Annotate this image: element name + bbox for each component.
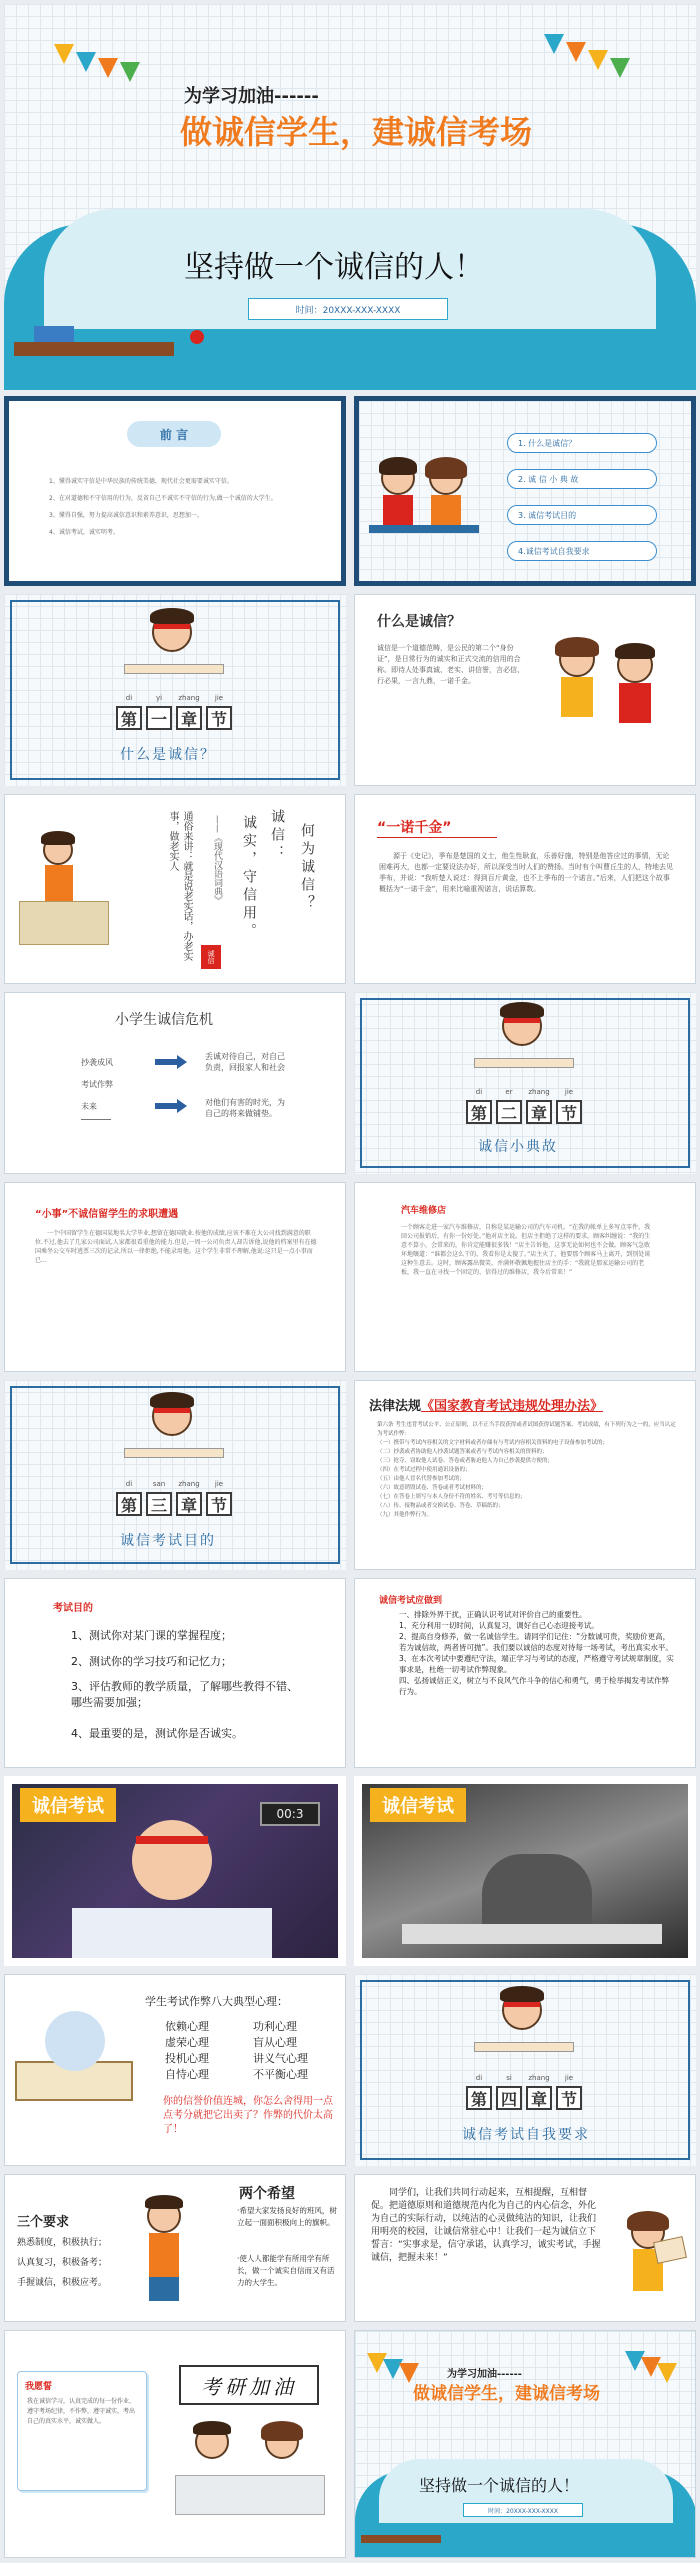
story-text: 一个中国留学生在德国某地名大学毕业,想留在德国就业.按他的成绩,应该不难在大公司找到满意的职位.不过,他去了几家公司面试,人家都很看重他的能力.但是,一周一公司负责人却告诉他,说他的档案里有在德国乘坐公交车时逃票三次的记录,所以一律拒绝,不能录用他。这个学生非常不理解,他说:这只是一点小事而已... — [35, 1230, 317, 1264]
bunting-flag — [544, 34, 564, 54]
student-figure — [132, 1820, 212, 1900]
slide-title: 小学生诚信危机 — [115, 1012, 213, 1028]
chapter-char: 节 — [556, 1100, 582, 1124]
pinyin-syllable: di — [125, 694, 133, 702]
cover-kicker: 为学习加油------ — [184, 86, 319, 107]
law-line: （九）其他作弊行为。 — [377, 1512, 433, 1518]
chapter-char: 第 — [466, 1100, 492, 1124]
cover-title: 做诚信学生，建诚信考场 — [180, 113, 533, 151]
pinyin-syllable: di — [475, 1088, 483, 1096]
should-slide — [354, 1578, 696, 1768]
preface-line: 1、懂得诚实守信是中华民族的传统美德，现代社会更需要诚实守信。 — [49, 478, 233, 485]
meaning-col: 通俗来讲：就是说老实话，办老实事，做老实人 — [167, 811, 192, 961]
bunting-flag — [610, 58, 630, 78]
chapter-subtitle: 什么是诚信？ — [120, 747, 216, 763]
law-line: 第六条 考生违背考试公平、公正原则，以不正当手段获得或者试图获得试题答案、考试成绩，有下列行为之一的，应当认定为考试作弊： — [377, 1422, 676, 1437]
mentality-item: 讲义气心理 — [253, 2052, 308, 2065]
story2-slide — [354, 1182, 696, 1372]
law-slide — [354, 1380, 696, 1570]
pinyin-syllable: zhang — [178, 1480, 200, 1488]
slide-title: “小事”不诚信留学生的求职遭遇 — [35, 1209, 179, 1220]
chapter-subtitle: 诚信考试目的 — [120, 1533, 216, 1549]
ending-time: 时间：20XXX-XXX-XXXX — [463, 2503, 583, 2517]
mentality-item: 投机心理 — [165, 2052, 209, 2065]
meaning-col: 诚实，守信用。 — [241, 815, 257, 941]
chapter-char: 章 — [176, 1492, 202, 1516]
paper-illustration — [72, 1908, 272, 1958]
should-list — [399, 1609, 675, 1697]
bunting-flag — [399, 2363, 419, 2383]
preface-line: 4、诚信考试，诚实明考。 — [49, 529, 119, 536]
stamp-seal: 诚信 — [201, 945, 221, 969]
pinyin-syllable: zhang — [178, 694, 200, 702]
ending-kicker: 为学习加油------ — [447, 2369, 522, 2380]
mentality-col2 — [253, 2019, 308, 2083]
cover-slogan: 坚持做一个诚信的人！ — [184, 250, 484, 285]
cover-slide — [4, 4, 696, 390]
mentality-item: 虚荣心理 — [165, 2036, 209, 2049]
bunting-flag — [76, 52, 96, 72]
law-lines — [377, 1421, 677, 1520]
ending-slide — [354, 2330, 696, 2558]
chapter4-slide — [354, 1974, 696, 2166]
pinyin-syllable: di — [125, 1480, 133, 1488]
open-book-illustration — [15, 2011, 133, 2121]
desk-illustration — [369, 525, 479, 533]
chapter-title — [466, 1100, 582, 1124]
chapter-char: 二 — [496, 1100, 522, 1124]
chapter-char: 节 — [206, 706, 232, 730]
chapter-title — [466, 2086, 582, 2110]
purpose-item: 4、最重要的是，测试你是否诚实。 — [71, 1727, 243, 1740]
slide-title: 什么是诚信？ — [377, 614, 461, 630]
chapter-char: 章 — [176, 706, 202, 730]
chapter-title — [116, 706, 232, 730]
pinyin-syllable: di — [475, 2074, 483, 2082]
pinyin-syllable: zhang — [528, 1088, 550, 1096]
arrow-right-icon — [177, 1055, 187, 1069]
slide-title — [369, 1395, 603, 1414]
chapter-char: 第 — [116, 1492, 142, 1516]
bunting-flag — [54, 44, 74, 64]
crisis-left: 未来 — [81, 1102, 97, 1111]
chapter-title — [116, 1492, 232, 1516]
should-item: 1、充分利用一切时间，认真复习，调好自己心态迎接考试。 — [399, 1621, 599, 1630]
mentality-item: 依赖心理 — [165, 2020, 209, 2033]
law-line: （八）传、接物品或者交换试卷、答卷、草稿纸的； — [377, 1503, 504, 1509]
chapter-char: 节 — [206, 1492, 232, 1516]
chapter-char: 四 — [496, 2086, 522, 2110]
requirement-item: 手握诚信，积极应考。 — [17, 2278, 108, 2288]
reading-boy-illustration — [474, 1006, 574, 1086]
arrow-right-icon — [155, 1059, 179, 1065]
arrow-right-icon — [155, 1103, 179, 1109]
pinyin-syllable: jie — [214, 1480, 224, 1488]
oath-title: 我愿誓 — [25, 2382, 53, 2392]
toc-item[interactable]: 1. 什么是诚信？ — [507, 433, 657, 453]
story1-slide — [4, 1182, 346, 1372]
mentality-item: 盲从心理 — [253, 2036, 297, 2049]
requirements-slide — [4, 2174, 346, 2322]
slide-title: 三个要求 — [17, 2215, 70, 2230]
ending-slogan: 坚持做一个诚信的人！ — [419, 2476, 580, 2495]
meaning-col: ——《现代汉语词典》 — [212, 815, 222, 905]
law-title: 法律法规 — [369, 1399, 422, 1414]
bunting-flag — [120, 62, 140, 82]
chapter-pinyin — [466, 1088, 582, 1096]
chapter-pinyin — [466, 2074, 582, 2082]
headband — [136, 1836, 208, 1844]
crisis-slide — [4, 992, 346, 1174]
reading-boy-illustration — [124, 1396, 224, 1476]
should-item: 3、在本次考试中要遵纪守法，端正学习与考试的态度，严格遵守考试规章制度，实事求是，杜绝一切考试作弊现象。 — [399, 1654, 674, 1674]
reading-boy-illustration — [124, 612, 224, 692]
girl-with-board-illustration — [611, 2215, 687, 2315]
apple-icon — [190, 330, 204, 344]
sign-board: 考研加油 — [179, 2365, 319, 2405]
law-line: （五）由他人冒名代替参加考试的； — [377, 1476, 466, 1482]
pinyin-syllable: yi — [155, 694, 163, 702]
banner-label: 诚信考试 — [20, 1788, 116, 1822]
dash-line — [81, 1119, 111, 1120]
cashier-illustration — [19, 835, 109, 945]
chapter-char: 节 — [556, 2086, 582, 2110]
law-line: （四）在考试过程中使用通讯设备的； — [377, 1467, 471, 1473]
law-line: （三）抢夺、窃取他人试卷、答卷或者胁迫他人为自己抄袭提供方便的； — [377, 1458, 554, 1464]
hope-item: ·希望大家发扬良好的班风，树立起一面面积极向上的旗帜。 — [237, 2206, 337, 2227]
definition-text: 诚信是一个道德范畴，是公民的第二个“身份证”，是日常行为的诚实和正式交流的信用的合称。即待人处事真诚、老实、讲信誉，言必信、行必果，一言九鼎，一诺千金。 — [377, 644, 524, 685]
what-is-slide — [354, 594, 696, 786]
toc-item[interactable]: 3. 诚信考试目的 — [507, 505, 657, 525]
mentality-item: 不平衡心理 — [253, 2068, 308, 2081]
chapter-char: 第 — [116, 706, 142, 730]
purpose-item: 1、测试你对某门课的掌握程度； — [71, 1629, 232, 1642]
slide-title: “一诺千金” — [377, 820, 452, 836]
pinyin-syllable: er — [505, 1088, 513, 1096]
chapter-subtitle: 诚信考试自我要求 — [462, 2127, 590, 2143]
bunting-flag — [588, 50, 608, 70]
pinyin-syllable: si — [506, 2074, 512, 2082]
crisis-left: 考试作弊 — [81, 1080, 113, 1089]
slide-title: 汽车维修店 — [401, 1206, 447, 1216]
crisis-right: 丢诚对待自己，对自己负责，回报家人和社会 — [205, 1052, 285, 1072]
desk-illustration — [361, 2535, 441, 2543]
mentality-item: 功利心理 — [253, 2020, 297, 2033]
exam-desk — [402, 1924, 662, 1944]
kids-illustration — [551, 641, 671, 761]
pinyin-syllable: jie — [564, 2074, 574, 2082]
exam-student-figure — [482, 1854, 592, 1934]
bunting-flag — [657, 2363, 677, 2383]
chapter-pinyin — [116, 694, 232, 702]
should-item: 四、弘扬诚信正义，树立与不良风气作斗争的信心和勇气，勇于检举揭发考试作弊行为。 — [399, 1676, 669, 1696]
preface-list — [49, 477, 309, 537]
chapter-char: 章 — [526, 2086, 552, 2110]
chapter-pinyin — [116, 1480, 232, 1488]
purpose-slide — [4, 1578, 346, 1768]
law-line: （一）携带与考试内容相关的文字材料或者存储有与考试内容相关资料的电子设备参加考试的； — [377, 1440, 609, 1446]
chapter-char: 三 — [146, 1492, 172, 1516]
preface-tag: 前 言 — [127, 421, 221, 447]
chapter-char: 第 — [466, 2086, 492, 2110]
purpose-item: 2、测试你的学习技巧和记忆力； — [71, 1655, 232, 1668]
toc-item[interactable]: 4.诚信考试自我要求 — [507, 541, 657, 561]
banner-label: 诚信考试 — [370, 1788, 466, 1822]
law-line: （二）抄袭或者协助他人抄袭试题答案或者与考试内容相关的资料的； — [377, 1449, 548, 1455]
chapter-subtitle: 诚信小典故 — [478, 1139, 558, 1155]
arrow-right-icon — [177, 1099, 187, 1113]
bunting-flag — [566, 42, 586, 62]
pinyin-syllable: jie — [214, 694, 224, 702]
ending-title: 做诚信学生，建诚信考场 — [413, 2384, 600, 2404]
call-text: 同学们，让我们共同行动起来，互相提醒，互相督促。把道德原则和道德规范内化为自己的内心信念，外化为自己的实际行动，以纯洁的心灵做纯洁的知识，让我们用明亮的校园，让诚信常驻心中！让我们一起为诚信立下誓言：“实事求是，信守承诺，认真学习，诚实考试，手握诚信，把握未来！” — [371, 2188, 601, 2263]
preface-line: 3、懂得自强，努力提高诚信意识和素养意识，思想加一。 — [49, 512, 203, 519]
toc-item[interactable]: 2. 诚 信 小 典 故 — [507, 469, 657, 489]
chapter2-slide — [354, 992, 696, 1174]
chapter1-slide — [4, 594, 346, 786]
meaning-col: 何为诚信？ — [299, 823, 315, 913]
cover-time: 时间：20XXX-XXX-XXXX — [248, 298, 448, 320]
hope-item: ·使人人都能学有所用学有所长，做一个诚实自信而又有活力的大学生。 — [237, 2254, 335, 2287]
preface-line: 2、在对道德和不守信用的行为，反省自己不诚实不守信的行为,做一个诚信的大学生。 — [49, 495, 277, 502]
toc-slide — [354, 396, 696, 586]
promise-slide — [354, 794, 696, 984]
meaning-col: 诚信： — [269, 809, 285, 863]
desk-illustration — [14, 342, 174, 356]
meaning-slide — [4, 794, 346, 984]
clock-icon: 00:3 — [260, 1802, 320, 1826]
law-line: （七）在答卷上填写与本人身份不符的姓名、考号等信息的； — [377, 1494, 526, 1500]
pinyin-syllable: jie — [564, 1088, 574, 1096]
promise-text: 源于《史记》，季布是楚国的义士，他生性耿直，乐善好施，特别是他答应过的事情，无论困难再大，也都一定要设法办好，所以深受当时人们的赞扬。当时有个叫曹丘生的人，特地去见季布，并说：“我听楚人说过：得到百斤黄金，也不上季布的一个诺言。”后来，人们把这个故事概括为“一诺千金”，用来比喻重视诺言，说话算数。 — [379, 852, 673, 893]
books-illustration — [34, 326, 74, 342]
crisis-left: 抄袭成风 — [81, 1058, 113, 1067]
pinyin-syllable: zhang — [528, 2074, 550, 2082]
mentality-item: 自恃心理 — [165, 2068, 209, 2081]
pinyin-syllable: san — [152, 1480, 166, 1488]
reading-boy-illustration — [474, 1990, 574, 2070]
oath-slide — [4, 2330, 346, 2558]
story-text: 一个顾客走进一家汽车维修店，自称是某运输公司的汽车司机。“在我的帐单上多写点零件，我回公司报销后，有你一份好处。”他对店主说。但店主拒绝了这样的要求。顾客纠缠说：“我的生意不算小，会常来的，你肯定能赚很多钱！”店主告诉他，这事无论如何也不会做。顾客气急败坏地嚷道：“谁都会这么干的，我看你是太傻了。”店主火了，他要那个顾客马上离开，到别处谈这种生意去。这时，顾客露出微笑，并满怀敬佩地握住店主的手：“我就是那家运输公司的老板，我一直在寻找一个固定的、信得过的维修店，我今后常来！” — [401, 1224, 651, 1276]
slide-title: 考试目的 — [53, 1603, 93, 1614]
law-line: （六）故意销毁试卷、答卷或者考试材料的； — [377, 1485, 488, 1491]
mentality-slide — [4, 1974, 346, 2166]
should-item: 2、提高自身修养，做一名诚信学生。请同学们记住：“分数诚可贵，奖励价更高，若为诚信故，两者皆可抛”。我们要以诚信的态度对待每一场考试，考出真实水平。 — [399, 1632, 673, 1652]
requirement-item: 熟悉制度，积极执行； — [17, 2238, 108, 2248]
bunting-flag — [98, 58, 118, 78]
call-slide — [354, 2174, 696, 2322]
chapter-char: 章 — [526, 1100, 552, 1124]
warning-text: 你的信誉价值连城，你怎么舍得用一点点考分就把它出卖了？作弊的代价太高了！ — [163, 2096, 333, 2135]
banner2-slide — [354, 1776, 696, 1966]
chapter3-slide — [4, 1380, 346, 1570]
should-item: 一、排除外界干扰，正确认识考试对评价自己的重要性。 — [399, 1610, 587, 1619]
hopes-title: 两个希望 — [239, 2186, 295, 2202]
law-title-red: 《国家教育考试违规处理办法》 — [421, 1399, 604, 1414]
banner1-slide — [4, 1776, 346, 1966]
studying-kids-illustration — [175, 2415, 325, 2535]
mentality-col1 — [165, 2019, 209, 2083]
slide-title: 诚信考试应做到 — [379, 1596, 443, 1606]
purpose-item: 3、评估教师的教学质量，了解哪些教得不错、哪些需要加强； — [71, 1680, 298, 1709]
preface-slide — [4, 396, 346, 586]
cheering-boy-illustration — [135, 2199, 195, 2309]
slide-title: 学生考试作弊八大典型心理： — [145, 1995, 288, 2008]
chapter-char: 一 — [146, 706, 172, 730]
oath-text: 我在诚信学习，认真完成的每一份作业、遵守考场纪律，不作弊，遵守诚实，考出自己的真实水平，诚实做人。 — [27, 2398, 136, 2425]
title-underline — [377, 837, 497, 838]
requirement-item: 认真复习，积极备考； — [17, 2258, 108, 2268]
crisis-right: 对他们有害的时光，为自己的将来做铺垫。 — [205, 1098, 285, 1118]
